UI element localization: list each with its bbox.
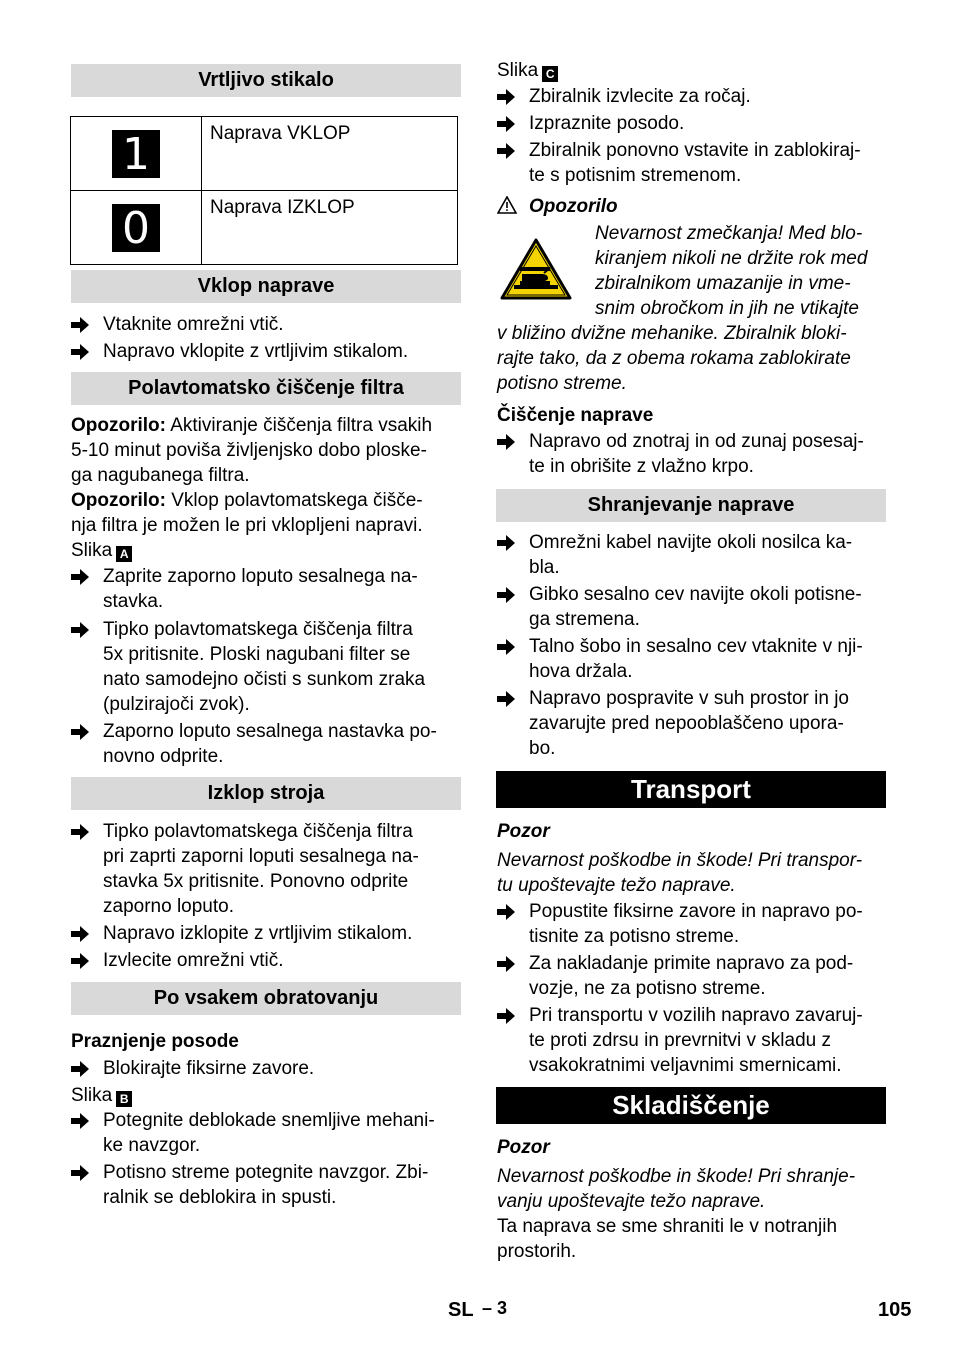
arrow-icon: [497, 429, 517, 454]
warning-title: Opozorilo: [529, 196, 618, 217]
list-item: novno odprite.: [103, 746, 224, 767]
caution-text-line: Nevarnost poškodbe in škode! Pri shranje-: [497, 1166, 856, 1187]
note-line: ga nagubanega filtra.: [71, 465, 250, 486]
arrow-icon: [497, 1003, 517, 1028]
list-item: Gibko sesalno cev navijte okoli potisne-: [529, 584, 862, 605]
list-item: Blokirajte fiksirne zavore.: [103, 1058, 315, 1079]
list-item: Vtaknite omrežni vtič.: [103, 314, 284, 335]
list-item: ke navzgor.: [103, 1135, 201, 1156]
warning-text-line: kiranjem nikoli ne držite rok med: [595, 248, 868, 269]
warning-text-line: potisno streme.: [497, 373, 627, 394]
section-heading-after: Po vsakem obratovanju: [71, 982, 461, 1015]
list-item: stavka 5x pritisnite. Ponovno odprite: [103, 871, 409, 892]
note-line: nja filtra je možen le pri vklopljeni napravi.: [71, 515, 423, 536]
list-item: te proti zdrsu in prevrnitvi v skladu z: [529, 1030, 832, 1051]
arrow-icon: [71, 312, 91, 337]
list-item: Zbiralnik ponovno vstavite in zablokiraj-: [529, 140, 861, 161]
caution-text-line: vanju upoštevajte težo naprave.: [497, 1191, 766, 1212]
arrow-icon: [497, 138, 517, 163]
crush-hazard-icon: [500, 237, 572, 307]
arrow-icon: [71, 564, 91, 589]
list-item: vozje, ne za potisno streme.: [529, 978, 766, 999]
section-heading-filter: Polavtomatsko čiščenje filtra: [71, 372, 461, 405]
list-item: (pulzirajoči zvok).: [103, 694, 250, 715]
list-item: Talno šobo in sesalno cev vtaknite v nji-: [529, 636, 863, 657]
list-item: zaporno loputo.: [103, 896, 234, 917]
note-label: Opozorilo:: [71, 415, 166, 436]
arrow-icon: [71, 819, 91, 844]
switch-on-text: Naprava VKLOP: [202, 117, 458, 191]
list-item: Izpraznite posodo.: [529, 113, 685, 134]
footer-language: SL: [448, 1299, 474, 1321]
warning-text-line: Nevarnost zmečkanja! Med blo-: [595, 223, 863, 244]
warning-text-line: rajte tako, da z obema rokama zablokirate: [497, 348, 851, 369]
list-item: Pri transportu v vozilih napravo zavaruj-: [529, 1005, 863, 1026]
arrow-icon: [497, 634, 517, 659]
figure-letter-badge: A: [116, 546, 132, 562]
list-item: stavka.: [103, 591, 164, 612]
body-text-line: prostorih.: [497, 1241, 577, 1262]
list-item: te s potisnim stremenom.: [529, 165, 742, 186]
arrow-icon: [71, 1056, 91, 1081]
switch-on-symbol: 1: [112, 130, 160, 178]
switch-off-text: Naprava IZKLOP: [202, 191, 458, 265]
list-item: Zbiralnik izvlecite za ročaj.: [529, 86, 751, 107]
list-item: bla.: [529, 557, 560, 578]
list-item: Potisno streme potegnite navzgor. Zbi-: [103, 1162, 429, 1183]
note-label: Opozorilo:: [71, 490, 166, 511]
list-item: Napravo pospravite v suh prostor in jo: [529, 688, 849, 709]
list-item: Izvlecite omrežni vtič.: [103, 950, 284, 971]
section-heading-storage: Shranjevanje naprave: [496, 489, 886, 522]
arrow-icon: [497, 84, 517, 109]
arrow-icon: [71, 948, 91, 973]
figure-letter-badge: C: [542, 66, 558, 82]
arrow-icon: [497, 530, 517, 555]
arrow-icon: [71, 921, 91, 946]
arrow-icon: [71, 1160, 91, 1185]
arrow-icon: [497, 899, 517, 924]
list-item: Napravo izklopite z vrtljivim stikalom.: [103, 923, 413, 944]
note-line: 5-10 minut poviša življenjsko dobo ploske-: [71, 440, 427, 461]
warning-text-line: snim obročkom in jih ne vtikajte: [595, 298, 859, 319]
list-item: zavarujte pred nepooblaščeno upora-: [529, 713, 844, 734]
switch-off-symbol: 0: [112, 204, 160, 252]
figure-ref-c: Slika C: [497, 58, 558, 83]
arrow-icon: [71, 1108, 91, 1133]
list-item: te in obrišite z vlažno krpo.: [529, 456, 754, 477]
list-item: Napravo od znotraj in od zunaj posesaj-: [529, 431, 864, 452]
subheading-clean: Čiščenje naprave: [497, 405, 654, 426]
switch-row-off: [71, 191, 458, 265]
list-item: Omrežni kabel navijte okoli nosilca ka-: [529, 532, 853, 553]
list-item: 5x pritisnite. Ploski nagubani filter se: [103, 644, 411, 665]
arrow-icon: [497, 582, 517, 607]
list-item: pri zaprti zaporni loputi sesalnega na-: [103, 846, 419, 867]
caution-text-line: Nevarnost poškodbe in škode! Pri transpor-: [497, 850, 863, 871]
list-item: Potegnite deblokade snemljive mehani-: [103, 1110, 435, 1131]
warning-text-line: zbiralnikom umazanije in vme-: [595, 273, 851, 294]
caution-title: Pozor: [497, 821, 550, 842]
arrow-icon: [71, 617, 91, 642]
list-item: vsakokratnimi veljavnimi smernicami.: [529, 1055, 842, 1076]
section-heading-off: Izklop stroja: [71, 777, 461, 810]
body-text-line: Ta naprava se sme shraniti le v notranjih: [497, 1216, 838, 1237]
list-item: Za nakladanje primite napravo za pod-: [529, 953, 854, 974]
list-item: hova držala.: [529, 661, 633, 682]
caution-text-line: tu upoštevajte težo naprave.: [497, 875, 736, 896]
list-item: bo.: [529, 738, 556, 759]
list-item: Zaprite zaporno loputo sesalnega na-: [103, 566, 418, 587]
list-item: Zaporno loputo sesalnega nastavka po-: [103, 721, 437, 742]
arrow-icon: [497, 111, 517, 136]
list-item: Popustite fiksirne zavore in napravo po-: [529, 901, 863, 922]
figure-ref-a: Slika A: [71, 538, 132, 563]
chapter-heading-transport: Transport: [496, 771, 886, 808]
arrow-icon: [497, 951, 517, 976]
list-item: tisnite za potisno streme.: [529, 926, 740, 947]
page-number: 105: [878, 1299, 912, 1321]
list-item: ralnik se deblokira in spusti.: [103, 1187, 337, 1208]
arrow-icon: [71, 719, 91, 744]
subheading-empty: Praznjenje posode: [71, 1031, 239, 1052]
footer-section-page: – 3: [482, 1298, 508, 1318]
note-line: Opozorilo: Aktiviranje čiščenja filtra vsakih: [71, 415, 433, 436]
section-heading-on: Vklop naprave: [71, 270, 461, 303]
arrow-icon: [497, 686, 517, 711]
list-item: nato samodejno očisti s sunkom zraka: [103, 669, 426, 690]
warning-triangle-icon: [497, 196, 517, 220]
note-line: Opozorilo: Vklop polavtomatskega čišče-: [71, 490, 423, 511]
figure-ref-b: Slika B: [71, 1083, 132, 1108]
warning-text-line: v bližino dvižne mehanike. Zbiralnik bloki-: [497, 323, 847, 344]
switch-table: [70, 116, 458, 265]
chapter-heading-storing: Skladiščenje: [496, 1087, 886, 1124]
list-item: Tipko polavtomatskega čiščenja filtra: [103, 619, 413, 640]
list-item: Napravo vklopite z vrtljivim stikalom.: [103, 341, 409, 362]
list-item: ga stremena.: [529, 609, 640, 630]
list-item: Tipko polavtomatskega čiščenja filtra: [103, 821, 413, 842]
switch-row-on: [71, 117, 458, 191]
section-heading-switch: Vrtljivo stikalo: [71, 64, 461, 97]
arrow-icon: [71, 339, 91, 364]
figure-letter-badge: B: [116, 1091, 132, 1107]
caution-title: Pozor: [497, 1137, 550, 1158]
